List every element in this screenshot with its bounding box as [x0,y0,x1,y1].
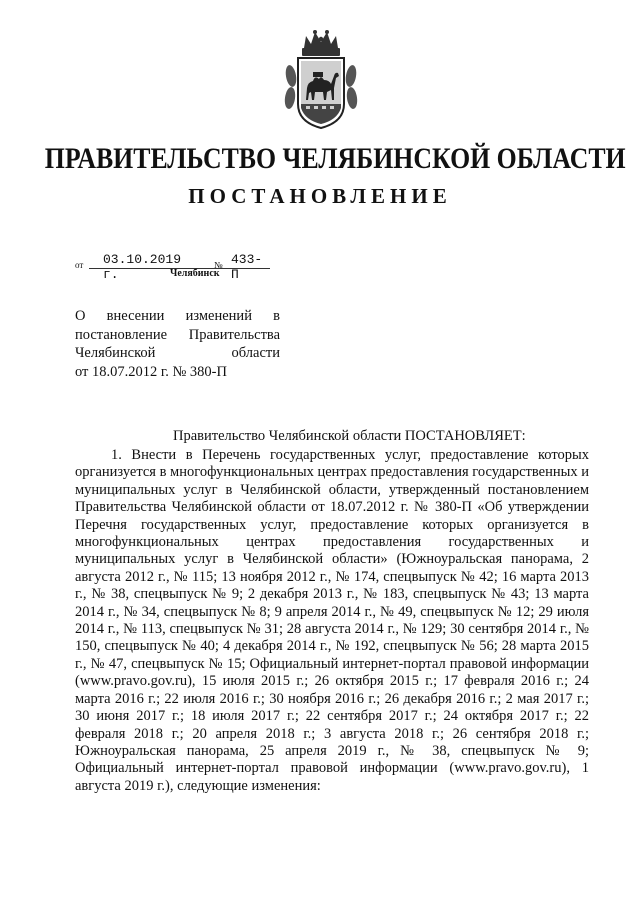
body-text [75,447,589,795]
document-date: 03.10.2019 г. [103,252,182,282]
preamble: Правительство Челябинской области ПОСТАНОВЛЯЕТ: [173,428,526,444]
coat-of-arms-icon [282,26,360,130]
subject-line: постановление Правительства [75,326,280,343]
subject-line: от 18.07.2012 г. № 380-П [75,363,227,380]
paragraph-1: 1. Внести в Перечень государственных услуг, предоставление которых организуется в многофункциональных центрах предоставления государственных и муниципальных услуг в Челябинской области, утвержденный постановлением Правительства Челябинской области от 18.07.2012 г. № 380-П «Об утверждении Перечня государственных услуг, предоставление которых организуется в многофункциональных центрах предоставления государственных и муниципальных услуг в Челябинской области» (Южноуральская панорама, 2 августа 2012 г., № 115; 13 ноября 2012 г., № 174, спецвыпуск № 42; 16 марта 2013 г., № 38, спецвыпуск № 9; 2 декабря 2013 г., № 183, спецвыпуск № 43; 13 марта 2014 г., № 34, спецвыпуск № 8; 9 апреля 2014 г., № 49, спецвыпуск № 12; 29 июля 2014 г., № 113, спецвыпуск № 31; 28 августа 2014 г., № 129; 30 сентября 2014 г., № 150, спецвыпуск № 40; 4 декабря 2014 г., № 192, спецвыпуск № 56; 28 марта 2015 г., № 47, спецвыпуск № 15; Официальный интернет-портал правовой информации (www.pravo.gov.ru), 15 июля 2015 г.; 26 октября 2015 г.; 17 февраля 2016 г.; 24 марта 2016 г.; 22 июля 2016 г.; 30 ноября 2016 г.; 26 декабря 2016 г.; 2 мая 2017 г.; 30 июня 2017 г.; 18 июля 2017 г.; 22 сентября 2017 г.; 24 октября 2017 г.; 22 февраля 2018 г.; 20 апреля 2018 г.; 3 августа 2018 г.; 26 сентября 2018 г.; Южноуральская панорама, 25 апреля 2019 г., № 38, спецвыпуск № 9; Официальный интернет-портал правовой информации (www.pravo.gov.ru), 1 августа 2019 г.), следующие изменения: [75,447,589,794]
number-prefix: № [214,260,223,270]
government-title: ПРАВИТЕЛЬСТВО ЧЕЛЯБИНСКОЙ ОБЛАСТИ [44,142,626,175]
subject-line: О внесении изменений в [75,308,280,324]
document-number: 433-П [231,252,263,282]
subject-line: Челябинской области [75,345,280,361]
city-label: Челябинск [170,268,220,279]
date-prefix: от [75,260,84,270]
document-subject [75,307,280,381]
document-type: ПОСТАНОВЛЕНИЕ [188,184,452,208]
